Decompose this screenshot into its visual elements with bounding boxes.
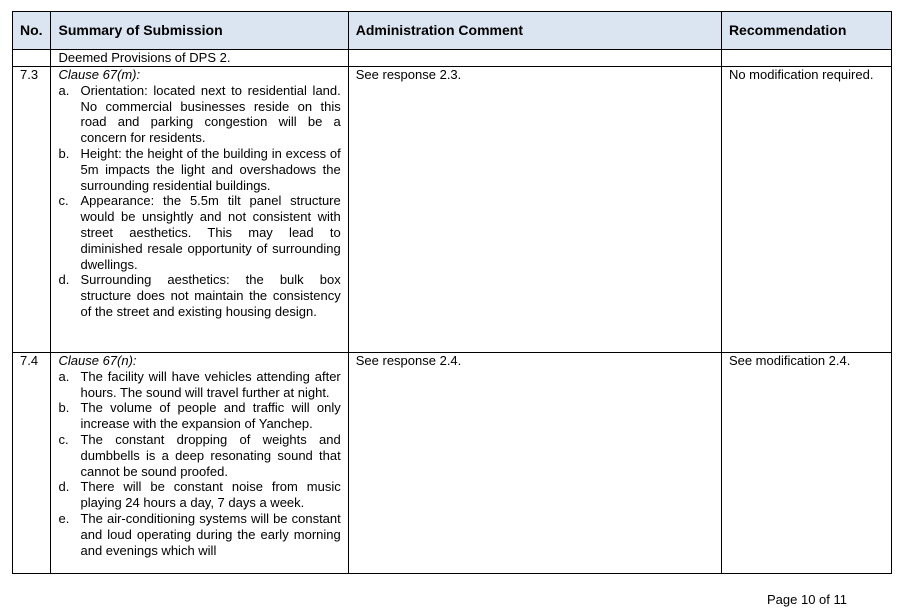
cell-recommendation: No modification required.: [721, 67, 891, 353]
list-item: b. The volume of people and traffic will only increase with the expansion of Yanchep.: [58, 400, 341, 432]
list-item: c. The constant dropping of weights and dumbbells is a deep resonating sound that cannot be sound proofed.: [58, 431, 341, 479]
table-header-row: [13, 12, 892, 50]
cell-summary: [51, 353, 348, 574]
cell-no: 7.4: [13, 353, 51, 574]
list-item: a. Orientation: located next to residential land. No commercial businesses reside on this road and parking congestion will be a concern for residents.: [58, 82, 341, 146]
table-row: [13, 353, 892, 574]
header-admin-comment: Administration Comment: [348, 12, 721, 50]
cell-summary-continued: Deemed Provisions of DPS 2.: [51, 50, 348, 67]
list-item: b. Height: the height of the building in excess of 5m impacts the light and overshadows the surrounding residential buildings.: [58, 145, 341, 193]
submission-list: [58, 369, 340, 559]
list-item: c. Appearance: the 5.5m tilt panel structure would be unsightly and not consistent with street aesthetics. This may lead to diminished resale opportunity of surrounding dwellings.: [58, 193, 341, 272]
cell-admin: [348, 50, 721, 67]
page-number: Page 10 of 11: [767, 592, 847, 607]
submission-list: [58, 83, 340, 320]
table-row: [13, 67, 892, 353]
submissions-table: [12, 11, 892, 574]
cell-no: 7.3: [13, 67, 51, 353]
cell-summary: [51, 67, 348, 353]
cell-recommendation: See modification 2.4.: [721, 353, 891, 574]
header-summary: Summary of Submission: [51, 12, 348, 50]
cell-admin: See response 2.3.: [348, 67, 721, 353]
clause-heading: Clause 67(n):: [58, 353, 137, 368]
cell-admin: See response 2.4.: [348, 353, 721, 574]
list-item: e. The air-conditioning systems will be constant and loud operating during the early morning and evenings which will: [58, 510, 341, 558]
header-no: No.: [13, 12, 51, 50]
header-recommendation: Recommendation: [721, 12, 891, 50]
list-item: d. Surrounding aesthetics: the bulk box structure does not maintain the consistency of the street and existing housing design.: [58, 272, 341, 319]
list-item: d. There will be constant noise from music playing 24 hours a day, 7 days a week.: [58, 479, 341, 511]
table-row-continued: [13, 50, 892, 67]
cell-recommendation: [721, 50, 891, 67]
clause-heading: Clause 67(m):: [58, 67, 141, 82]
cell-no: [13, 50, 51, 67]
list-item: a. The facility will have vehicles attending after hours. The sound will travel further at night.: [58, 368, 341, 400]
